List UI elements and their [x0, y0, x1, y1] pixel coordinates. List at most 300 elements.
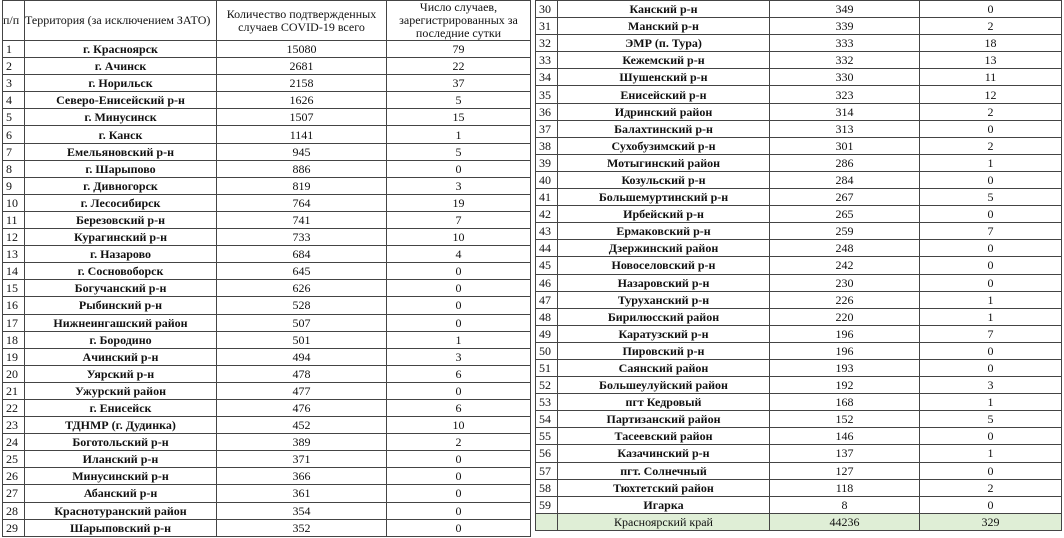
table-row [3, 143, 531, 160]
table-row [536, 462, 1062, 479]
table-row [3, 92, 531, 109]
row-number: 46 [536, 274, 558, 291]
total-cases: 8 [770, 496, 920, 513]
territory-name: г. Назарово [25, 246, 217, 263]
row-number: 26 [3, 468, 25, 485]
table-row [536, 52, 1062, 69]
table-row [3, 75, 531, 92]
total-cases: 248 [770, 240, 920, 257]
row-number: 45 [536, 257, 558, 274]
total-cases: 332 [770, 52, 920, 69]
total-cases: 230 [770, 274, 920, 291]
daily-cases: 2 [920, 137, 1062, 154]
territory-name: Большеулуйский район [558, 377, 770, 394]
total-cases: 478 [217, 365, 387, 382]
table-row [3, 246, 531, 263]
row-number: 9 [3, 177, 25, 194]
row-number: 55 [536, 428, 558, 445]
row-number: 15 [3, 280, 25, 297]
territory-name: Саянский район [558, 359, 770, 376]
table-row [3, 314, 531, 331]
table-row [3, 331, 531, 348]
total-cases: 528 [217, 297, 387, 314]
table-row [3, 365, 531, 382]
table-row [3, 194, 531, 211]
territory-name: Мотыгинский район [558, 154, 770, 171]
territory-name: г. Сосновоборск [25, 263, 217, 280]
daily-cases: 0 [387, 314, 531, 331]
table-row [536, 1, 1062, 18]
daily-cases: 18 [920, 35, 1062, 52]
territory-name: Канский р-н [558, 1, 770, 18]
territory-name: Иланский р-н [25, 451, 217, 468]
table-row [3, 434, 531, 451]
row-number: 24 [3, 434, 25, 451]
territory-name: г. Красноярск [25, 41, 217, 58]
row-number: 8 [3, 160, 25, 177]
territory-name: г. Бородино [25, 331, 217, 348]
table-row [3, 468, 531, 485]
row-number: 35 [536, 86, 558, 103]
table-row [536, 154, 1062, 171]
total-cases: 286 [770, 154, 920, 171]
total-cases: 452 [217, 417, 387, 434]
daily-cases: 2 [387, 434, 531, 451]
header-daily: Число случаев, зарегистрированных за последние сутки [387, 1, 531, 41]
territory-name: Минусинский р-н [25, 468, 217, 485]
total-cases: 733 [217, 229, 387, 246]
territory-name: Дзержинский район [558, 240, 770, 257]
row-number: 6 [3, 126, 25, 143]
territory-name: г. Ачинск [25, 58, 217, 75]
territory-name: Емельяновский р-н [25, 143, 217, 160]
territory-name: Енисейский р-н [558, 86, 770, 103]
daily-cases: 7 [920, 223, 1062, 240]
daily-cases: 0 [920, 428, 1062, 445]
row-number: 11 [3, 211, 25, 228]
table-row [3, 382, 531, 399]
territory-name: г. Енисейск [25, 399, 217, 416]
daily-cases: 3 [387, 177, 531, 194]
daily-cases: 1 [387, 331, 531, 348]
total-cases: 1507 [217, 109, 387, 126]
total-cases: 2681 [217, 58, 387, 75]
daily-cases: 3 [387, 348, 531, 365]
total-cases: 2158 [217, 75, 387, 92]
table-row [3, 58, 531, 75]
daily-cases: 0 [920, 240, 1062, 257]
row-number: 49 [536, 325, 558, 342]
daily-cases: 0 [920, 120, 1062, 137]
daily-cases: 0 [387, 485, 531, 502]
table-row [536, 308, 1062, 325]
row-number: 3 [3, 75, 25, 92]
total-cases: 196 [770, 342, 920, 359]
territory-name: г. Канск [25, 126, 217, 143]
daily-cases: 5 [387, 92, 531, 109]
total-cases: 284 [770, 171, 920, 188]
table-row [3, 177, 531, 194]
table-row [3, 229, 531, 246]
total-cases: 501 [217, 331, 387, 348]
territory-name: Рыбинский р-н [25, 297, 217, 314]
table-header-row [3, 1, 531, 41]
table-row [536, 428, 1062, 445]
daily-cases: 0 [920, 359, 1062, 376]
table-row [536, 18, 1062, 35]
row-number: 14 [3, 263, 25, 280]
table-row [536, 69, 1062, 86]
territory-name: г. Шарыпово [25, 160, 217, 177]
daily-cases: 0 [387, 297, 531, 314]
daily-cases: 10 [387, 417, 531, 434]
daily-cases: 0 [387, 519, 531, 536]
total-cases: 626 [217, 280, 387, 297]
table-row [3, 502, 531, 519]
row-number: 58 [536, 479, 558, 496]
row-number: 16 [3, 297, 25, 314]
territory-name: г. Минусинск [25, 109, 217, 126]
header-total: Количество подтвержденных случаев COVID-19 всего [217, 1, 387, 41]
daily-cases: 0 [920, 342, 1062, 359]
row-number: 59 [536, 496, 558, 513]
daily-cases: 1 [920, 308, 1062, 325]
table-row [3, 485, 531, 502]
daily-cases: 1 [920, 394, 1062, 411]
total-cases: 226 [770, 291, 920, 308]
table-row [536, 291, 1062, 308]
table-row [536, 223, 1062, 240]
table-row [3, 280, 531, 297]
total-cases: 259 [770, 223, 920, 240]
daily-cases: 13 [920, 52, 1062, 69]
total-row [536, 513, 1062, 530]
row-number: 20 [3, 365, 25, 382]
total-cases: 333 [770, 35, 920, 52]
table-row [536, 137, 1062, 154]
row-number: 13 [3, 246, 25, 263]
territory-name: Кежемский р-н [558, 52, 770, 69]
total-cases: 15080 [217, 41, 387, 58]
territory-name: Красноярский край [558, 513, 770, 530]
territory-name: Туруханский р-н [558, 291, 770, 308]
territory-name: Большемуртинский р-н [558, 189, 770, 206]
daily-cases: 5 [920, 189, 1062, 206]
row-number [536, 513, 558, 530]
total-cases: 349 [770, 1, 920, 18]
row-number: 1 [3, 41, 25, 58]
daily-cases: 2 [920, 103, 1062, 120]
row-number: 53 [536, 394, 558, 411]
table-row [536, 325, 1062, 342]
total-cases: 819 [217, 177, 387, 194]
territory-name: Богучанский р-н [25, 280, 217, 297]
territory-name: Уярский р-н [25, 365, 217, 382]
table-row [3, 160, 531, 177]
total-cases: 44236 [770, 513, 920, 530]
total-cases: 371 [217, 451, 387, 468]
total-cases: 366 [217, 468, 387, 485]
total-cases: 1626 [217, 92, 387, 109]
table-row [536, 479, 1062, 496]
total-cases: 764 [217, 194, 387, 211]
table-row [536, 103, 1062, 120]
table-row [536, 359, 1062, 376]
daily-cases: 22 [387, 58, 531, 75]
table-row [536, 86, 1062, 103]
row-number: 57 [536, 462, 558, 479]
daily-cases: 7 [387, 211, 531, 228]
daily-cases: 0 [920, 496, 1062, 513]
header-num: п/п [3, 1, 25, 41]
daily-cases: 7 [920, 325, 1062, 342]
table-row [3, 451, 531, 468]
row-number: 18 [3, 331, 25, 348]
row-number: 30 [536, 1, 558, 18]
territory-name: Шушенский р-н [558, 69, 770, 86]
daily-cases: 19 [387, 194, 531, 211]
table-row [536, 377, 1062, 394]
daily-cases: 0 [920, 206, 1062, 223]
territory-name: Бирилюсский район [558, 308, 770, 325]
row-number: 28 [3, 502, 25, 519]
territory-name: Партизанский район [558, 411, 770, 428]
row-number: 40 [536, 171, 558, 188]
daily-cases: 6 [387, 399, 531, 416]
daily-cases: 0 [387, 280, 531, 297]
territory-name: Тюхтетский район [558, 479, 770, 496]
row-number: 38 [536, 137, 558, 154]
row-number: 54 [536, 411, 558, 428]
territory-name: пгт Кедровый [558, 394, 770, 411]
row-number: 25 [3, 451, 25, 468]
daily-cases: 2 [920, 479, 1062, 496]
row-number: 5 [3, 109, 25, 126]
daily-cases: 0 [387, 263, 531, 280]
daily-cases: 2 [920, 18, 1062, 35]
row-number: 10 [3, 194, 25, 211]
total-cases: 313 [770, 120, 920, 137]
territory-name: Березовский р-н [25, 211, 217, 228]
total-cases: 354 [217, 502, 387, 519]
daily-cases: 1 [387, 126, 531, 143]
row-number: 37 [536, 120, 558, 137]
row-number: 39 [536, 154, 558, 171]
total-cases: 741 [217, 211, 387, 228]
territory-name: г. Дивногорск [25, 177, 217, 194]
territory-name: Балахтинский р-н [558, 120, 770, 137]
row-number: 42 [536, 206, 558, 223]
row-number: 31 [536, 18, 558, 35]
total-cases: 330 [770, 69, 920, 86]
table-row [3, 41, 531, 58]
row-number: 29 [3, 519, 25, 536]
row-number: 12 [3, 229, 25, 246]
table-row [536, 342, 1062, 359]
row-number: 51 [536, 359, 558, 376]
total-cases: 265 [770, 206, 920, 223]
territory-name: Северо-Енисейский р-н [25, 92, 217, 109]
territory-name: Тасеевский район [558, 428, 770, 445]
row-number: 34 [536, 69, 558, 86]
row-number: 48 [536, 308, 558, 325]
territory-name: Абанский р-н [25, 485, 217, 502]
daily-cases: 6 [387, 365, 531, 382]
total-cases: 323 [770, 86, 920, 103]
table-row [3, 126, 531, 143]
total-cases: 127 [770, 462, 920, 479]
table-row [3, 297, 531, 314]
daily-cases: 0 [387, 502, 531, 519]
total-cases: 361 [217, 485, 387, 502]
total-cases: 945 [217, 143, 387, 160]
table-row [536, 35, 1062, 52]
row-number: 21 [3, 382, 25, 399]
territory-name: Курагинский р-н [25, 229, 217, 246]
daily-cases: 79 [387, 41, 531, 58]
territory-name: Ужурский район [25, 382, 217, 399]
territory-name: Игарка [558, 496, 770, 513]
table-row [536, 120, 1062, 137]
total-cases: 192 [770, 377, 920, 394]
row-number: 36 [536, 103, 558, 120]
total-cases: 1141 [217, 126, 387, 143]
covid-table-left [2, 0, 531, 537]
row-number: 41 [536, 189, 558, 206]
total-cases: 477 [217, 382, 387, 399]
territory-name: пгт. Солнечный [558, 462, 770, 479]
table-row [3, 519, 531, 536]
territory-name: Ирбейский р-н [558, 206, 770, 223]
daily-cases: 37 [387, 75, 531, 92]
row-number: 4 [3, 92, 25, 109]
table-row [3, 348, 531, 365]
row-number: 2 [3, 58, 25, 75]
total-cases: 193 [770, 359, 920, 376]
daily-cases: 4 [387, 246, 531, 263]
daily-cases: 0 [920, 462, 1062, 479]
table-row [536, 257, 1062, 274]
territory-name: Ермаковский р-н [558, 223, 770, 240]
table-row [3, 417, 531, 434]
row-number: 47 [536, 291, 558, 308]
row-number: 19 [3, 348, 25, 365]
daily-cases: 1 [920, 154, 1062, 171]
total-cases: 146 [770, 428, 920, 445]
territory-name: Манский р-н [558, 18, 770, 35]
table-row [3, 399, 531, 416]
table-row [3, 211, 531, 228]
table-row [536, 445, 1062, 462]
row-number: 23 [3, 417, 25, 434]
territory-name: г. Норильск [25, 75, 217, 92]
total-cases: 886 [217, 160, 387, 177]
total-cases: 301 [770, 137, 920, 154]
daily-cases: 0 [387, 451, 531, 468]
table-row [536, 496, 1062, 513]
territory-name: Шарыповский р-н [25, 519, 217, 536]
territory-name: Назаровский р-н [558, 274, 770, 291]
table-row [536, 206, 1062, 223]
territory-name: Идринский район [558, 103, 770, 120]
total-cases: 196 [770, 325, 920, 342]
row-number: 56 [536, 445, 558, 462]
territory-name: Пировский р-н [558, 342, 770, 359]
daily-cases: 0 [387, 160, 531, 177]
territory-name: ТДНМР (г. Дудинка) [25, 417, 217, 434]
total-cases: 645 [217, 263, 387, 280]
daily-cases: 329 [920, 513, 1062, 530]
daily-cases: 0 [920, 274, 1062, 291]
total-cases: 494 [217, 348, 387, 365]
daily-cases: 0 [387, 468, 531, 485]
header-territory: Территория (за исключением ЗАТО) [25, 1, 217, 41]
territory-name: Козульский р-н [558, 171, 770, 188]
total-cases: 684 [217, 246, 387, 263]
table-row [536, 274, 1062, 291]
table-row [536, 411, 1062, 428]
territory-name: Боготольский р-н [25, 434, 217, 451]
table-row [536, 171, 1062, 188]
table-row [536, 394, 1062, 411]
daily-cases: 0 [920, 257, 1062, 274]
row-number: 27 [3, 485, 25, 502]
table-row [3, 263, 531, 280]
row-number: 7 [3, 143, 25, 160]
total-cases: 389 [217, 434, 387, 451]
table-row [536, 189, 1062, 206]
total-cases: 314 [770, 103, 920, 120]
territory-name: Ачинский р-н [25, 348, 217, 365]
daily-cases: 15 [387, 109, 531, 126]
daily-cases: 0 [387, 382, 531, 399]
daily-cases: 0 [920, 1, 1062, 18]
row-number: 44 [536, 240, 558, 257]
territory-name: Краснотуранский район [25, 502, 217, 519]
daily-cases: 1 [920, 291, 1062, 308]
row-number: 17 [3, 314, 25, 331]
daily-cases: 3 [920, 377, 1062, 394]
daily-cases: 11 [920, 69, 1062, 86]
territory-name: Нижнеингашский район [25, 314, 217, 331]
daily-cases: 0 [920, 171, 1062, 188]
row-number: 43 [536, 223, 558, 240]
daily-cases: 5 [387, 143, 531, 160]
row-number: 52 [536, 377, 558, 394]
total-cases: 152 [770, 411, 920, 428]
total-cases: 220 [770, 308, 920, 325]
daily-cases: 10 [387, 229, 531, 246]
total-cases: 352 [217, 519, 387, 536]
territory-name: Сухобузимский р-н [558, 137, 770, 154]
total-cases: 267 [770, 189, 920, 206]
row-number: 33 [536, 52, 558, 69]
total-cases: 339 [770, 18, 920, 35]
territory-name: Казачинский р-н [558, 445, 770, 462]
table-row [3, 109, 531, 126]
daily-cases: 5 [920, 411, 1062, 428]
territory-name: ЭМР (п. Тура) [558, 35, 770, 52]
daily-cases: 1 [920, 445, 1062, 462]
territory-name: Каратузский р-н [558, 325, 770, 342]
row-number: 22 [3, 399, 25, 416]
covid-table-right [535, 0, 1062, 531]
total-cases: 242 [770, 257, 920, 274]
table-row [536, 240, 1062, 257]
territory-name: г. Лесосибирск [25, 194, 217, 211]
total-cases: 507 [217, 314, 387, 331]
total-cases: 118 [770, 479, 920, 496]
